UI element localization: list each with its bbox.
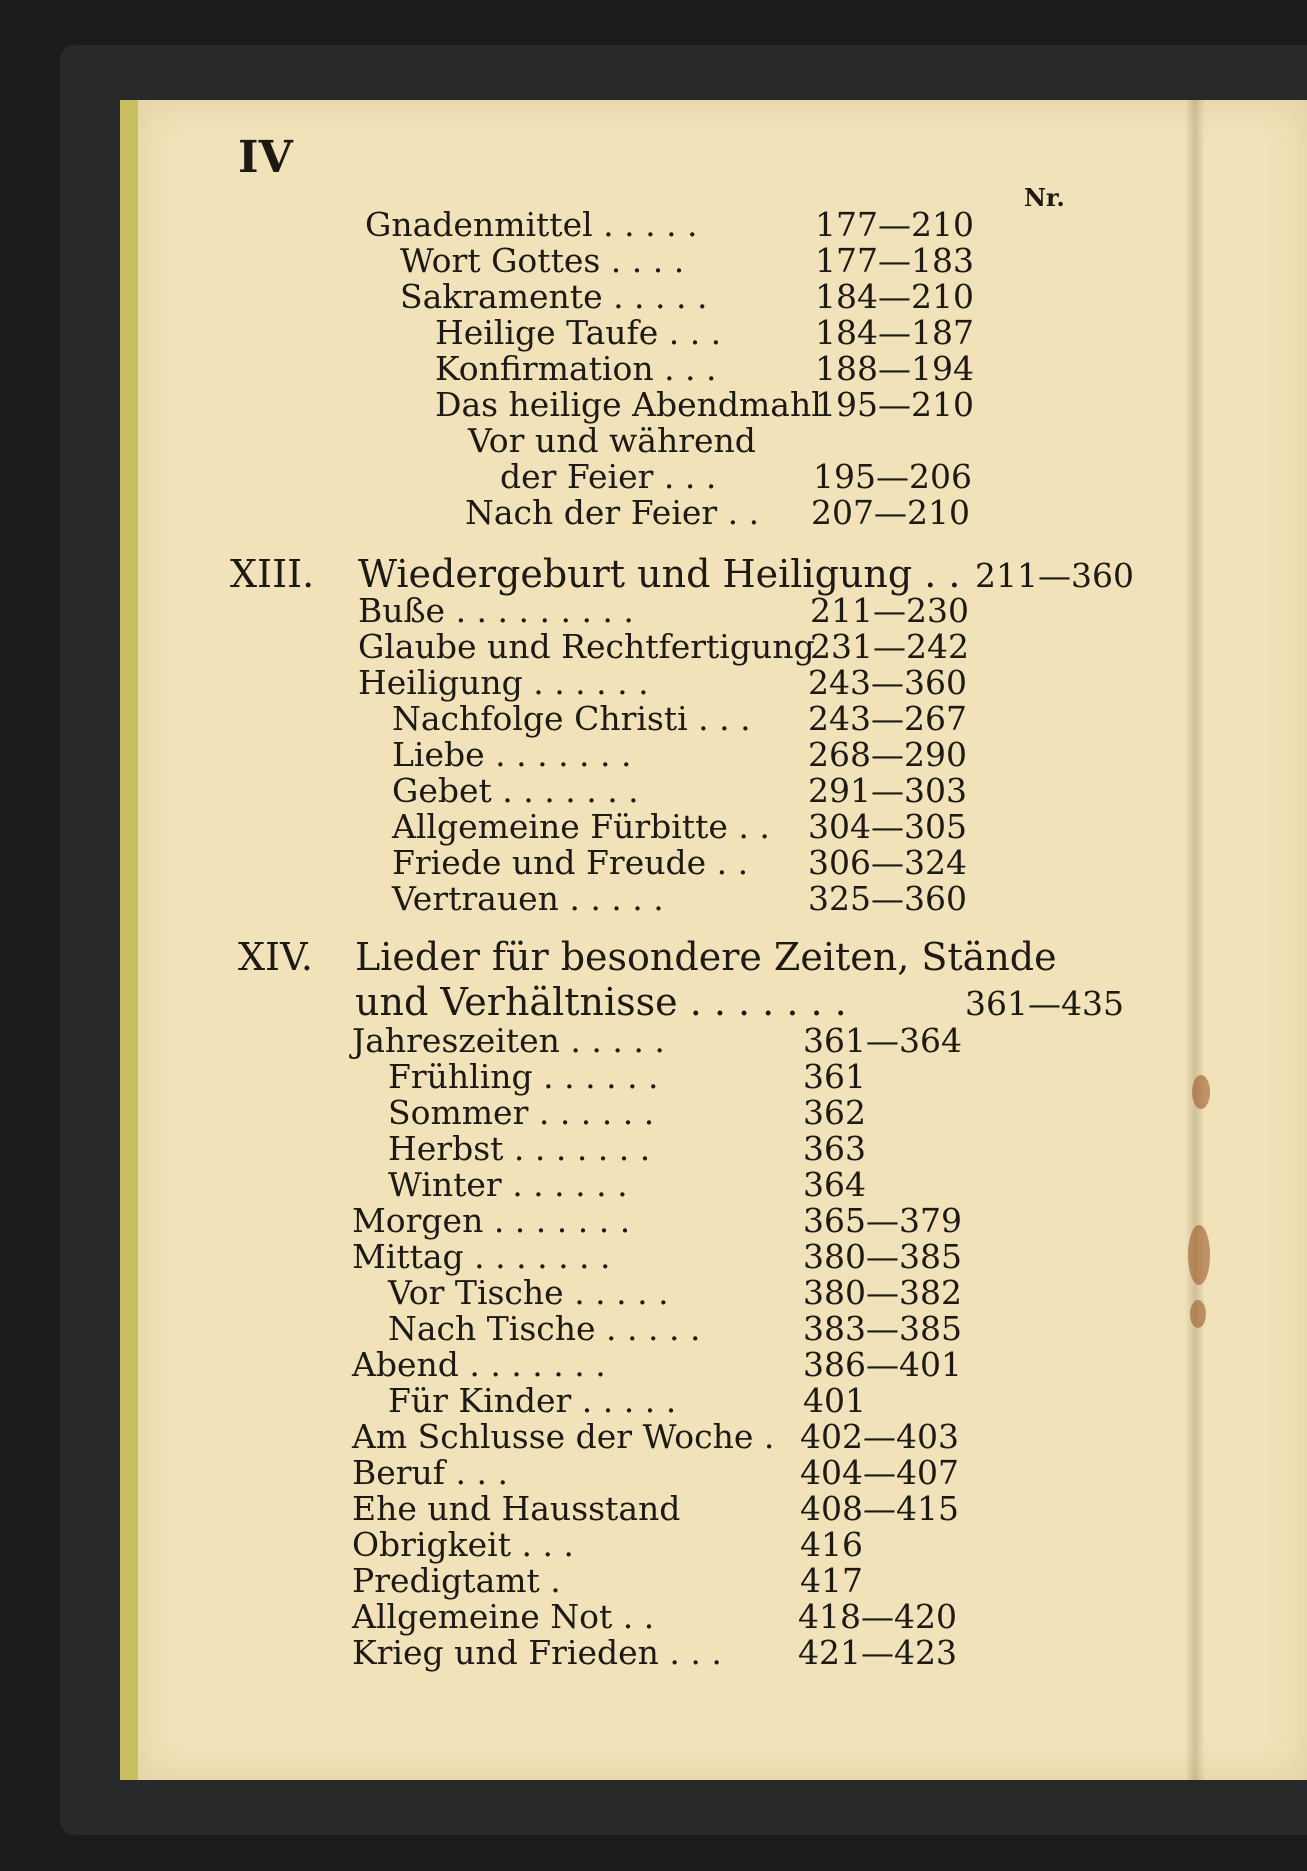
toc-entry-range: 243—267 (808, 699, 967, 738)
toc-entry-label: Beruf . . . (352, 1453, 508, 1492)
section-title-continued: und Verhältnisse . . . . . . . (355, 980, 847, 1024)
toc-entry-range: 195—206 (813, 457, 972, 496)
toc-entry-range: 268—290 (808, 735, 967, 774)
toc-entry-range: 184—187 (815, 313, 974, 352)
toc-entry-range: 380—382 (803, 1273, 962, 1312)
toc-entry-label: Gnadenmittel . . . . . (365, 205, 698, 244)
toc-entry-label: Vertrauen . . . . . (392, 879, 664, 918)
toc-entry-label: Nach der Feier . . (465, 493, 760, 532)
toc-entry-range: 207—210 (811, 493, 970, 532)
toc-entry-range: 408—415 (800, 1489, 959, 1528)
toc-entry-label: Predigtamt . (352, 1561, 561, 1600)
toc-entry-label: Das heilige Abendmahl (435, 385, 822, 424)
toc-entry-range: 325—360 (808, 879, 967, 918)
section-heading-xiv-continued (0, 980, 1307, 1024)
toc-entry-label: Am Schlusse der Woche . (352, 1417, 775, 1456)
toc-entry-range: 291—303 (808, 771, 967, 810)
toc-entry-range: 402—403 (800, 1417, 959, 1456)
toc-entry-range: 365—379 (803, 1201, 962, 1240)
toc-entry-label: Wort Gottes . . . . (400, 241, 685, 280)
toc-entry-label: Sommer . . . . . . (388, 1093, 655, 1132)
toc-entry-label: Krieg und Frieden . . . (352, 1633, 722, 1672)
stain-mark (1190, 1300, 1206, 1328)
toc-entry-label: Für Kinder . . . . . (388, 1381, 677, 1420)
toc-entry-label: Konfirmation . . . (435, 349, 717, 388)
toc-entry-label: Morgen . . . . . . . (352, 1201, 631, 1240)
toc-entry-label: Buße . . . . . . . . . (358, 591, 634, 630)
toc-entry-range: 421—423 (798, 1633, 957, 1672)
toc-entry-range: 363 (803, 1129, 866, 1168)
toc-entry-range: 361 (803, 1057, 866, 1096)
toc-entry-range: 386—401 (803, 1345, 962, 1384)
toc-entry-label: Heiligung . . . . . . (358, 663, 649, 702)
toc-entry-label: Abend . . . . . . . (352, 1345, 606, 1384)
toc-entry-range: 404—407 (800, 1453, 959, 1492)
section-roman-numeral: XIII. (230, 552, 315, 596)
toc-entry-range: 195—210 (815, 385, 974, 424)
toc-entry-label: Allgemeine Not . . (352, 1597, 655, 1636)
toc-entry-label: Obrigkeit . . . (352, 1525, 574, 1564)
toc-entry-label: Ehe und Hausstand (352, 1489, 681, 1528)
toc-entry-range: 401 (803, 1381, 866, 1420)
toc-entry-range: 417 (800, 1561, 863, 1600)
toc-entry-range: 364 (803, 1165, 866, 1204)
toc-entry-label: Frühling . . . . . . (388, 1057, 659, 1096)
toc-entry-range: 304—305 (808, 807, 967, 846)
toc-entry-label: Liebe . . . . . . . (392, 735, 632, 774)
toc-entry-range: 306—324 (808, 843, 967, 882)
toc-entry-label: der Feier . . . (500, 457, 717, 496)
stain-mark (1192, 1075, 1210, 1109)
toc-entry-label: Jahreszeiten . . . . . (352, 1021, 665, 1060)
section-title: Wiedergeburt und Heiligung . . (358, 552, 961, 596)
toc-entry-range: 418—420 (798, 1597, 957, 1636)
stain-mark (1188, 1225, 1210, 1285)
toc-entry-label: Heilige Taufe . . . (435, 313, 722, 352)
page-number: IV (238, 132, 293, 183)
toc-entry-label: Herbst . . . . . . . (388, 1129, 651, 1168)
toc-entry-label: Glaube und Rechtfertigung (358, 627, 815, 666)
section-range: 361—435 (965, 984, 1124, 1023)
toc-entry-range: 188—194 (815, 349, 974, 388)
toc-entry-range: 231—242 (810, 627, 969, 666)
toc-entry-range: 361—364 (803, 1021, 962, 1060)
section-heading-xiv (0, 935, 1307, 979)
toc-entry-label: Friede und Freude . . (392, 843, 749, 882)
toc-entry-range: 362 (803, 1093, 866, 1132)
toc-entry-label: Nachfolge Christi . . . (392, 699, 751, 738)
toc-entry-label: Vor Tische . . . . . (388, 1273, 669, 1312)
toc-entry-label: Mittag . . . . . . . (352, 1237, 611, 1276)
toc-entry-range: 383—385 (803, 1309, 962, 1348)
toc-entry-range: 416 (800, 1525, 863, 1564)
toc-entry-label: Vor und während (468, 421, 756, 460)
section-roman-numeral: XIV. (238, 935, 313, 979)
toc-entry-range: 177—210 (815, 205, 974, 244)
toc-entry-range: 177—183 (815, 241, 974, 280)
section-range: 211—360 (975, 556, 1134, 595)
toc-entry-label: Gebet . . . . . . . (392, 771, 639, 810)
toc-entry-range: 243—360 (808, 663, 967, 702)
section-heading-xiii (0, 552, 1307, 596)
column-header: Nr. (1024, 183, 1065, 212)
toc-entry-label: Sakramente . . . . . (400, 277, 708, 316)
toc-entry-label: Winter . . . . . . (388, 1165, 628, 1204)
toc-entry-range: 184—210 (815, 277, 974, 316)
toc-entry-range: 380—385 (803, 1237, 962, 1276)
section-title: Lieder für besondere Zeiten, Stände (355, 935, 1057, 979)
toc-entry-range: 211—230 (810, 591, 969, 630)
toc-entry-label: Allgemeine Fürbitte . . (392, 807, 770, 846)
toc-entry-label: Nach Tische . . . . . (388, 1309, 701, 1348)
